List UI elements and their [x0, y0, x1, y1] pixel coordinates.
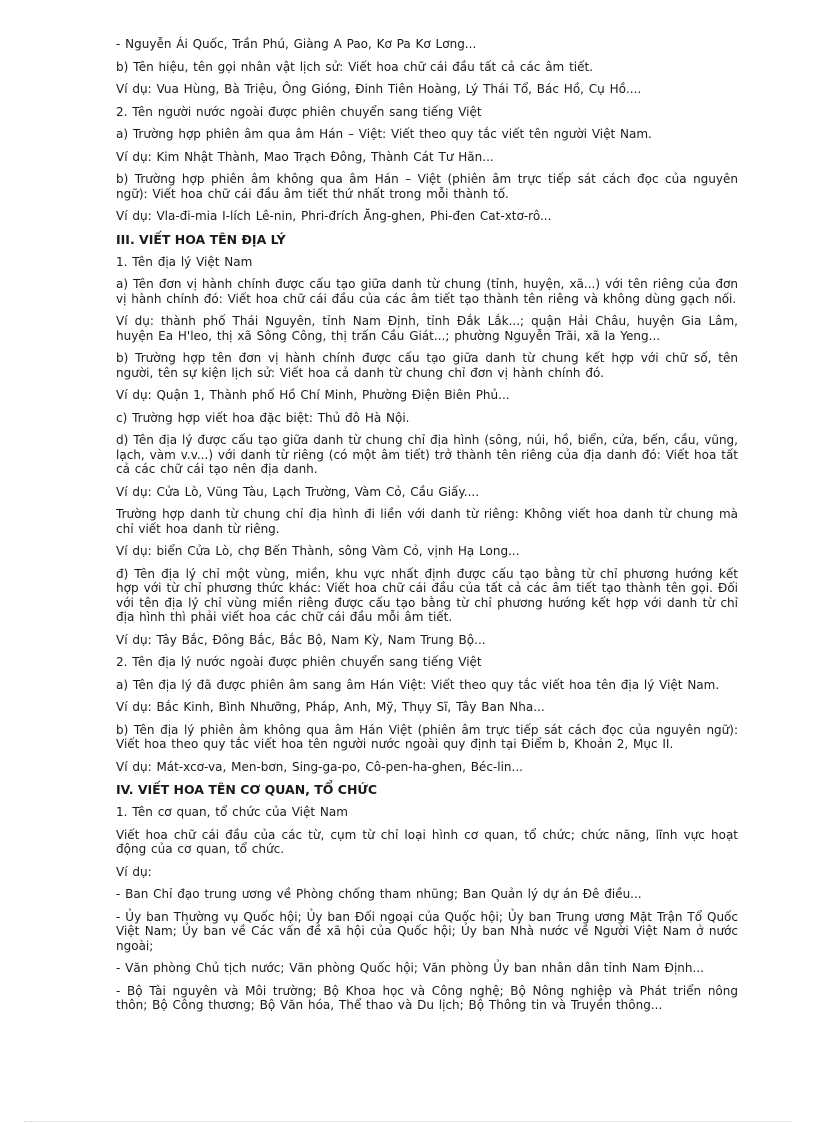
paragraph: d) Tên địa lý được cấu tạo giữa danh từ chung chỉ địa hình (sông, núi, hồ, biển, cửa, bến, cầu, vũng, lạch, vàm v.v...) với danh từ riêng (có một âm tiết) trở thành tên riêng của địa danh đó: Viết hoa tất cả các chữ cái tạo nên địa danh.	[116, 433, 738, 476]
paragraph: a) Trường hợp phiên âm qua âm Hán – Việt: Viết theo quy tắc viết tên người Việt Nam.	[116, 127, 652, 141]
paragraph: Viết hoa chữ cái đầu của các từ, cụm từ chỉ loại hình cơ quan, tổ chức; chức năng, lĩnh vực hoạt động của cơ quan, tổ chức.	[116, 827, 738, 856]
paragraph: - Ban Chỉ đạo trung ương về Phòng chống tham nhũng; Ban Quản lý dự án Đê điều...	[116, 887, 642, 901]
paragraph: Ví dụ:	[116, 864, 152, 879]
paragraph: Ví dụ: Kim Nhật Thành, Mao Trạch Đông, Thành Cát Tư Hãn...	[116, 149, 494, 164]
paragraph: 2. Tên người nước ngoài được phiên chuyển sang tiếng Việt	[116, 104, 482, 119]
paragraph: Ví dụ: Tây Bắc, Đông Bắc, Bắc Bộ, Nam Kỳ, Nam Trung Bộ...	[116, 632, 486, 647]
document-page	[116, 37, 738, 1021]
paragraph: 1. Tên địa lý Việt Nam	[116, 254, 253, 269]
paragraph: a) Tên địa lý đã được phiên âm sang âm Hán Việt: Viết theo quy tắc viết hoa tên địa lý Việt Nam.	[116, 677, 720, 692]
paragraph: a) Tên đơn vị hành chính được cấu tạo giữa danh từ chung (tỉnh, huyện, xã...) với tên riêng của đơn vị hành chính đó: Viết hoa chữ cái đầu của các âm tiết tạo thành tên riêng và không dùng gạch nối.	[116, 277, 738, 306]
paragraph: b) Trường hợp tên đơn vị hành chính được cấu tạo giữa danh từ chung kết hợp với chữ số, tên người, tên sự kiện lịch sử: Viết hoa cả danh từ chung chỉ đơn vị hành chính đó.	[116, 351, 738, 380]
paragraph: 2. Tên địa lý nước ngoài được phiên chuyển sang tiếng Việt	[116, 655, 482, 669]
section-heading: IV. VIẾT HOA TÊN CƠ QUAN, TỔ CHỨC	[116, 782, 378, 797]
paragraph: - Bộ Tài nguyên và Môi trường; Bộ Khoa học và Công nghệ; Bộ Nông nghiệp và Phát triển nông thôn; Bộ Công thương; Bộ Văn hóa, Thể thao và Du lịch; Bộ Thông tin và Truyền thông...	[116, 983, 738, 1012]
paragraph: Ví dụ: Mát-xcơ-va, Men-bơn, Sing-ga-po, Cô-pen-ha-ghen, Béc-lin...	[116, 759, 523, 774]
paragraph: Ví dụ: Vla-đi-mia I-lích Lê-nin, Phri-đrích Ăng-ghen, Phi-đen Cat-xtơ-rô...	[116, 209, 552, 223]
paragraph: b) Tên hiệu, tên gọi nhân vật lịch sử: Viết hoa chữ cái đầu tất cả các âm tiết.	[116, 59, 594, 74]
paragraph: b) Tên địa lý phiên âm không qua âm Hán Việt (phiên âm trực tiếp sát cách đọc của nguyên ngữ): Viết hoa theo quy tắc viết hoa tên người nước ngoài quy định tại Điểm b, Khoản 2, Mục II.	[116, 722, 738, 751]
page-bottom-divider	[24, 1121, 792, 1122]
paragraph: Ví dụ: Quận 1, Thành phố Hồ Chí Minh, Phường Điện Biên Phủ...	[116, 388, 510, 402]
section-heading: III. VIẾT HOA TÊN ĐỊA LÝ	[116, 231, 286, 247]
paragraph: Ví dụ: Vua Hùng, Bà Triệu, Ông Gióng, Đinh Tiên Hoàng, Lý Thái Tổ, Bác Hồ, Cụ Hồ....	[116, 82, 642, 96]
paragraph: b) Trường hợp phiên âm không qua âm Hán – Việt (phiên âm trực tiếp sát cách đọc của nguyên ngữ): Viết hoa chữ cái đầu âm tiết thứ nhất trong mỗi thành tố.	[116, 172, 738, 201]
paragraph: - Nguyễn Ái Quốc, Trần Phú, Giàng A Pao, Kơ Pa Kơ Lơng...	[116, 37, 477, 51]
paragraph: c) Trường hợp viết hoa đặc biệt: Thủ đô Hà Nội.	[116, 410, 410, 425]
paragraph: 1. Tên cơ quan, tổ chức của Việt Nam	[116, 805, 348, 819]
paragraph: Ví dụ: Cửa Lò, Vũng Tàu, Lạch Trường, Vàm Cỏ, Cầu Giấy....	[116, 484, 480, 499]
paragraph: Ví dụ: biển Cửa Lò, chợ Bến Thành, sông Vàm Cỏ, vịnh Hạ Long...	[116, 544, 520, 558]
paragraph: Ví dụ: thành phố Thái Nguyên, tỉnh Nam Định, tỉnh Đắk Lắk...; quận Hải Châu, huyện Gia Lâm, huyện Ea H'leo, thị xã Sông Công, thị trấn Cầu Giát...; phường Nguyễn Trãi, xã Ia Yeng...	[116, 314, 738, 343]
paragraph: đ) Tên địa lý chỉ một vùng, miền, khu vực nhất định được cấu tạo bằng từ chỉ phương hướng kết hợp với từ chỉ phương thức khác: Viết hoa chữ cái đầu của tất cả các âm tiết tạo thành tên gọi. Đối với tên địa lý chỉ vùng miền riêng được cấu tạo bằng từ chỉ phương hướng kết hợp với danh từ chỉ địa hình thì phải viết hoa các chữ cái đầu mỗi âm tiết.	[116, 566, 738, 624]
paragraph: Trường hợp danh từ chung chỉ địa hình đi liền với danh từ riêng: Không viết hoa danh từ chung mà chỉ viết hoa danh từ riêng.	[116, 507, 738, 536]
paragraph: - Văn phòng Chủ tịch nước; Văn phòng Quốc hội; Văn phòng Ủy ban nhân dân tỉnh Nam Định...	[116, 961, 704, 975]
paragraph: Ví dụ: Bắc Kinh, Bình Nhưỡng, Pháp, Anh, Mỹ, Thụy Sĩ, Tây Ban Nha...	[116, 700, 545, 714]
paragraph: - Ủy ban Thường vụ Quốc hội; Ủy ban Đối ngoại của Quốc hội; Ủy ban Trung ương Mặt Trận Tổ Quốc Việt Nam; Ủy ban về Các vấn đề xã hội của Quốc hội; Ủy ban Nhà nước về Người Việt Nam ở nước ngoài;	[116, 909, 738, 953]
